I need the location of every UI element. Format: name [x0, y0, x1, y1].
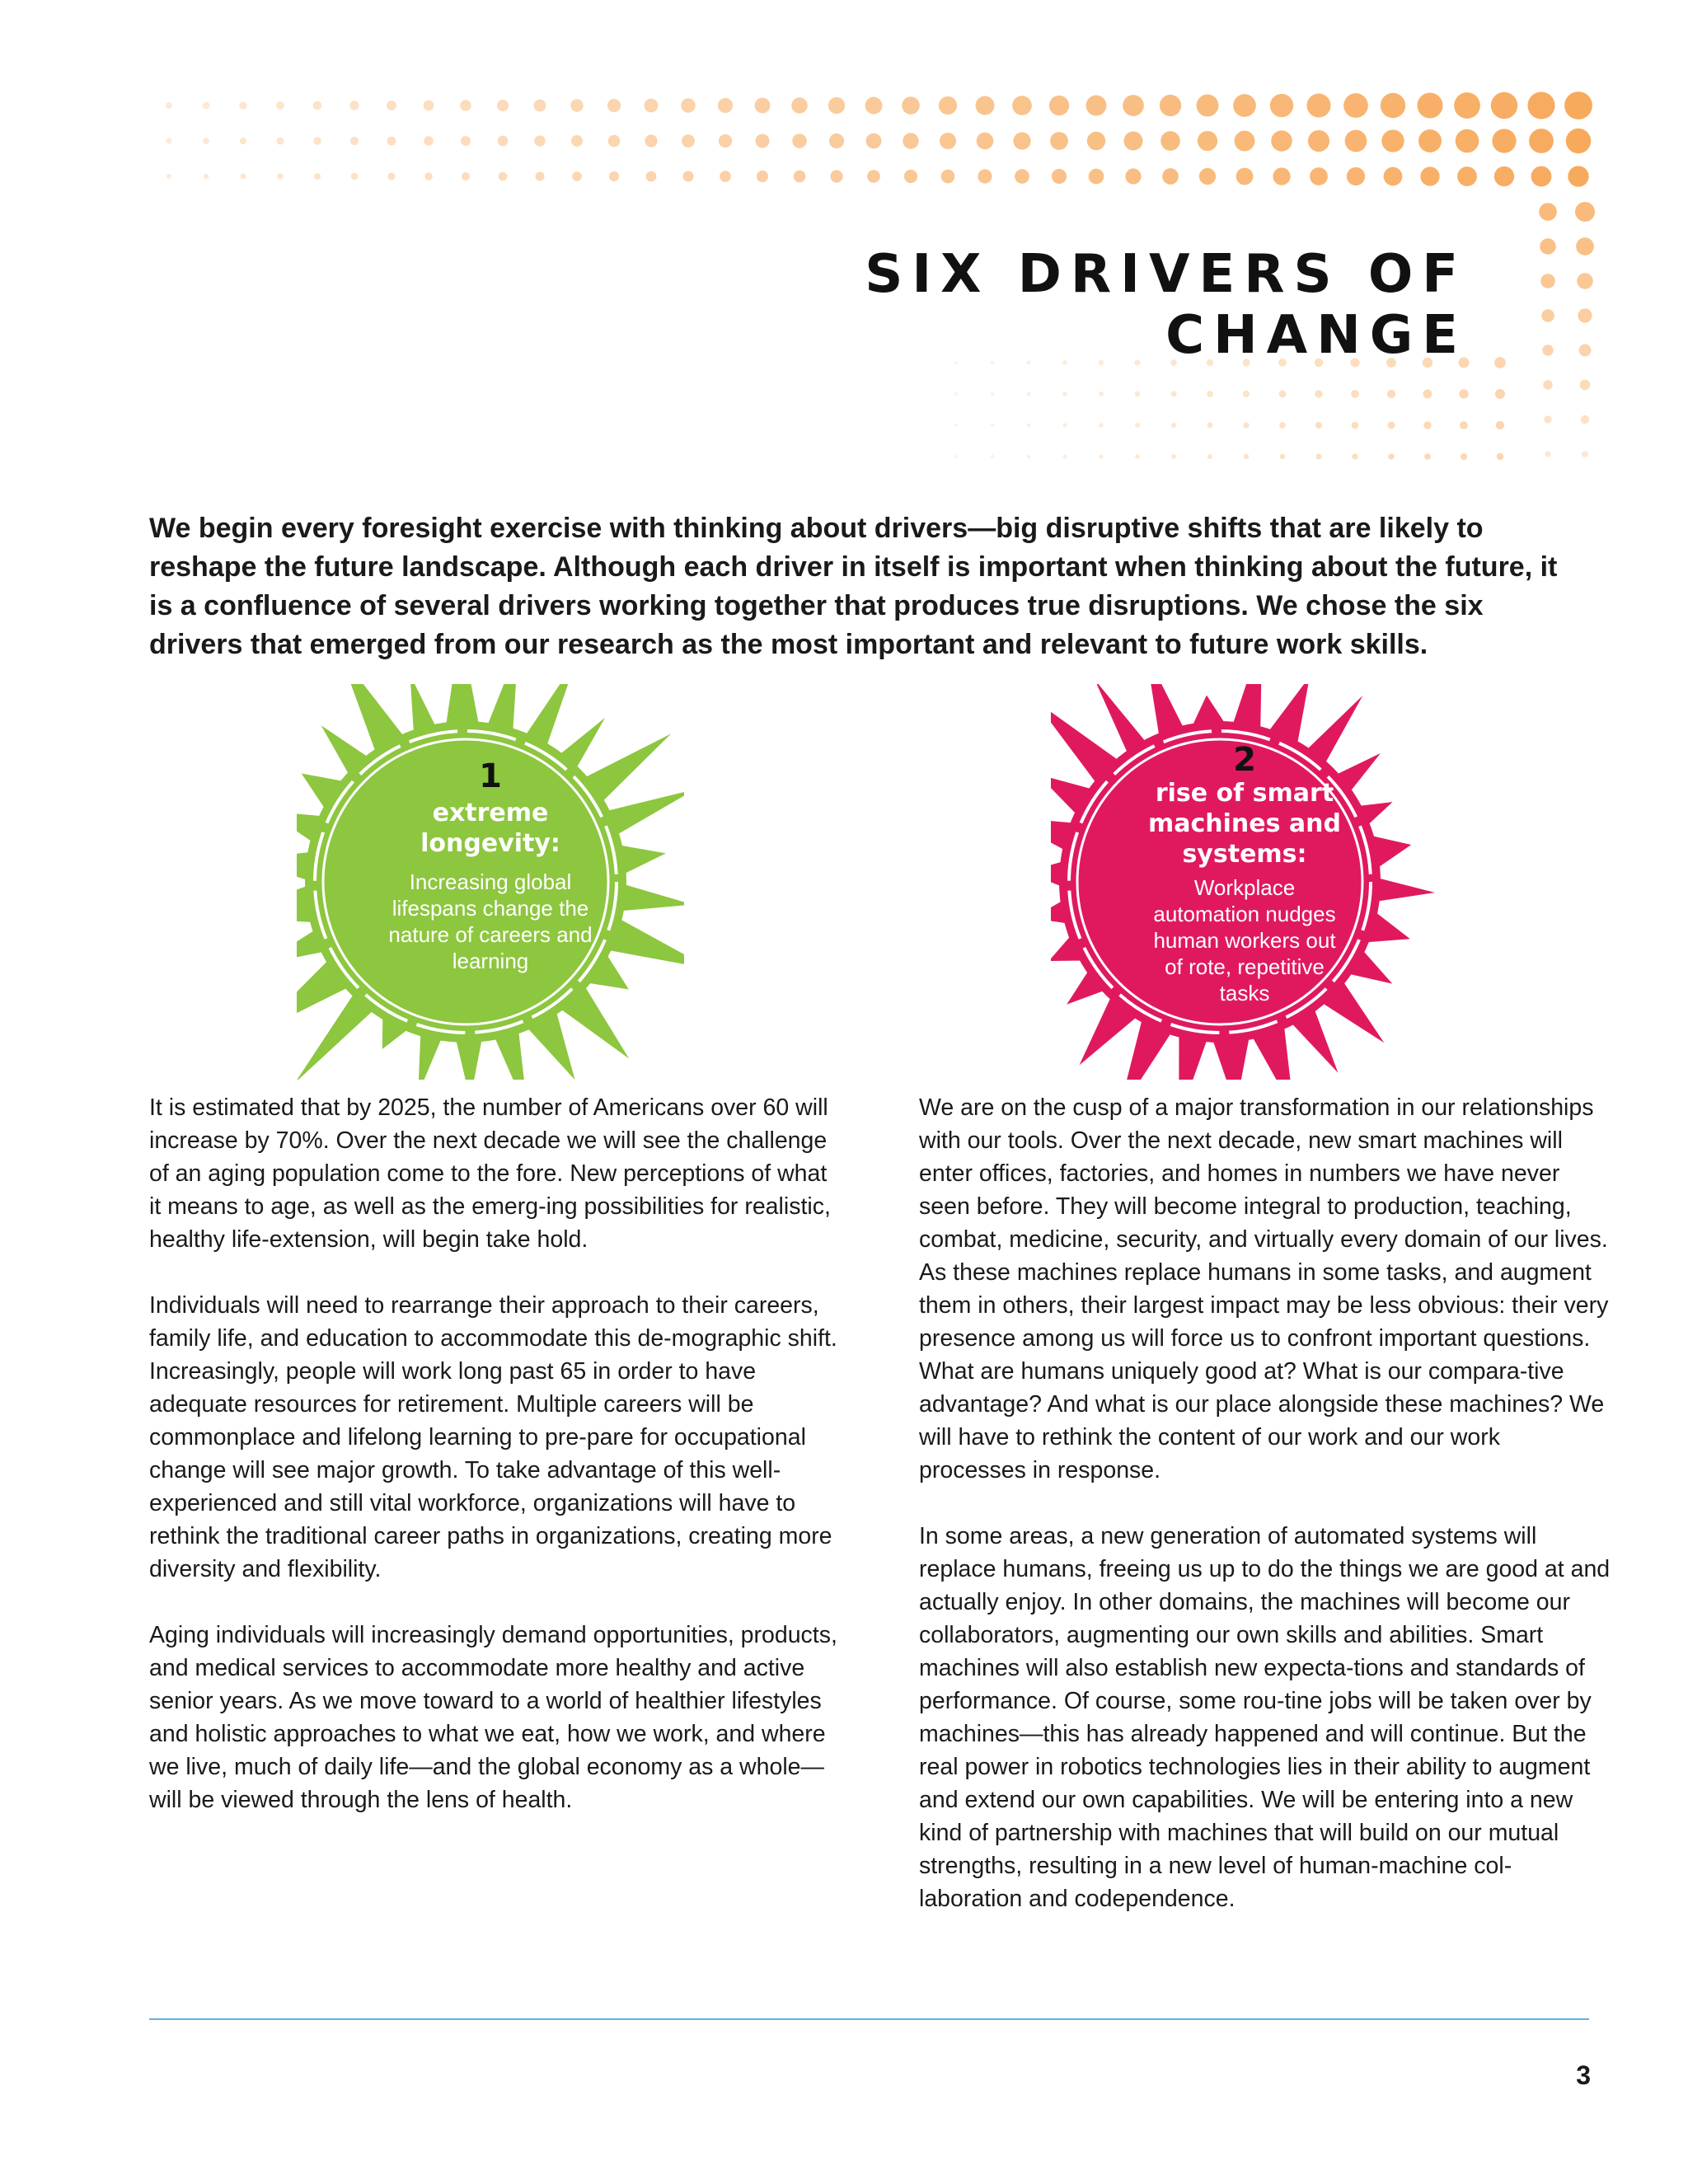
- halftone-dot: [1308, 130, 1329, 152]
- halftone-dot: [1310, 167, 1328, 185]
- halftone-dot: [1199, 168, 1216, 185]
- halftone-dot: [1418, 129, 1442, 152]
- halftone-dot: [203, 102, 210, 110]
- halftone-dot: [756, 134, 770, 148]
- halftone-dot: [1351, 390, 1359, 398]
- halftone-dot: [1541, 309, 1554, 321]
- halftone-dot: [976, 96, 995, 115]
- halftone-dot: [1049, 96, 1069, 115]
- halftone-dot: [276, 137, 284, 144]
- badge-spike: [1375, 878, 1434, 902]
- driver-1-description: Increasing global lifespans change the nature of careers and learning: [388, 869, 593, 973]
- halftone-dot: [1420, 166, 1439, 185]
- halftone-dot: [1171, 454, 1176, 459]
- halftone-dot: [1160, 131, 1180, 151]
- halftone-dot: [1198, 131, 1217, 151]
- halftone-dot: [1270, 94, 1293, 117]
- halftone-dot: [535, 171, 544, 180]
- halftone-dot: [865, 97, 883, 115]
- driver-2-badge: [1051, 684, 1438, 1080]
- halftone-dot: [1540, 274, 1555, 288]
- halftone-dot: [939, 96, 957, 115]
- badge-spike: [456, 1038, 482, 1080]
- halftone-dot: [571, 135, 583, 147]
- halftone-dot: [166, 138, 171, 143]
- halftone-dot: [1495, 389, 1505, 399]
- halftone-dot: [1345, 130, 1367, 152]
- halftone-dot: [350, 137, 359, 145]
- halftone-dot: [1575, 202, 1595, 222]
- halftone-dot: [1461, 453, 1467, 460]
- halftone-dot: [570, 99, 583, 111]
- footer-rule: [149, 2018, 1589, 2020]
- driver-2-body: [919, 1091, 1611, 1948]
- halftone-dot: [903, 133, 918, 148]
- halftone-dot: [1423, 421, 1431, 429]
- halftone-dot: [1531, 166, 1552, 187]
- halftone-dot: [1352, 453, 1357, 459]
- halftone-dot: [1577, 273, 1592, 288]
- halftone-dot: [1271, 130, 1292, 152]
- halftone-dot: [1086, 96, 1107, 116]
- halftone-dot: [1243, 422, 1249, 428]
- halftone-dot: [645, 134, 657, 147]
- halftone-dot: [609, 171, 619, 181]
- halftone-dot: [313, 137, 321, 145]
- halftone-dot: [497, 100, 509, 111]
- halftone-dot: [1564, 91, 1592, 120]
- driver-1-paragraph: Individuals will need to rearrange their approach to their careers, family life, and education to accommodate this de-mographic shift. Increasingly, people will work long past 65 in order to have adequate resources for retirement. Multiple careers will be commonplace and lifelong learning to pre-pare for occupational change will see major growth. To take advantage of this well-experienced and still vital workforce, organizations will have to rethink the traditional career paths in organizations, creating more diversity and flexibility.: [149, 1292, 837, 1582]
- halftone-dot: [1454, 92, 1480, 119]
- halftone-dot: [424, 101, 434, 111]
- halftone-dot: [1540, 238, 1556, 255]
- halftone-dot: [1197, 95, 1219, 117]
- halftone-dot: [1315, 390, 1322, 397]
- halftone-dot: [1170, 391, 1176, 396]
- halftone-dot: [1236, 168, 1254, 185]
- halftone-dot: [1123, 131, 1142, 150]
- halftone-dot: [1243, 391, 1250, 397]
- halftone-dot: [460, 100, 471, 110]
- halftone-dot: [1207, 391, 1213, 397]
- halftone-dot: [462, 172, 470, 180]
- halftone-dot: [1279, 391, 1287, 398]
- driver-1-paragraph: It is estimated that by 2025, the number of Americans over 60 will increase by 70%. Over the next decade we will see the challenge of an aging population come to the fore. New perceptions of what it means to age, as well as the emerg-ing possibilities for realistic, healthy life-extension, will begin take hold.: [149, 1094, 831, 1253]
- halftone-dot: [1496, 421, 1504, 429]
- halftone-dot: [1578, 308, 1592, 322]
- halftone-dot: [387, 172, 395, 180]
- halftone-dot: [1497, 453, 1503, 460]
- halftone-dot: [954, 392, 958, 396]
- halftone-dot: [1579, 344, 1592, 357]
- halftone-dot: [991, 455, 994, 458]
- driver-1-paragraph: Aging individuals will increasingly demand opportunities, products, and medical services to accommodate more healthy and active senior years. As we move toward to a world of healthier lifestyles and holistic approaches to what we eat, how we work, and where we live, much of daily life—and the global economy as a whole—will be viewed through the lens of health.: [149, 1622, 837, 1813]
- halftone-dot: [1576, 237, 1594, 255]
- halftone-dot: [902, 96, 920, 115]
- halftone-dot: [1387, 390, 1395, 398]
- halftone-dot: [1135, 423, 1140, 428]
- halftone-dot: [1050, 132, 1068, 150]
- halftone-dot: [757, 171, 768, 182]
- halftone-dot: [203, 138, 209, 144]
- halftone-dot: [1527, 91, 1554, 119]
- halftone-dot: [572, 171, 582, 181]
- halftone-dot: [1099, 391, 1104, 396]
- halftone-dot: [1062, 423, 1067, 427]
- halftone-dot: [1456, 129, 1479, 153]
- halftone-dot: [1388, 422, 1395, 429]
- halftone-dot: [829, 134, 844, 148]
- halftone-dot: [1494, 357, 1506, 368]
- halftone-dot: [240, 138, 246, 144]
- halftone-dot: [645, 99, 659, 113]
- halftone-dot: [792, 134, 807, 148]
- halftone-dot: [1235, 131, 1255, 152]
- halftone-dot: [794, 171, 806, 183]
- intro-paragraph: We begin every foresight exercise with thinking about drivers—big disruptive shifts that are likely to reshape the future landscape. Although each driver in itself is important when thinking about the future, it is a confluence of several drivers working together that produces true disruptions. We chose the six drivers that emerged from our research as the most important and relevant to future work skills.: [149, 513, 1558, 660]
- halftone-dot: [1388, 453, 1395, 460]
- halftone-dot: [1384, 167, 1403, 186]
- halftone-dot: [1027, 424, 1031, 428]
- halftone-dot: [608, 135, 621, 148]
- halftone-dot: [791, 97, 808, 114]
- halftone-dot: [1566, 129, 1591, 153]
- halftone-dot: [1581, 415, 1589, 424]
- halftone-dot: [239, 101, 246, 109]
- halftone-dot: [978, 169, 992, 183]
- halftone-dot: [534, 100, 546, 112]
- halftone-dot: [954, 455, 958, 458]
- halftone-dot: [1099, 423, 1104, 428]
- halftone-dot: [1162, 168, 1179, 185]
- halftone-dot: [991, 424, 994, 427]
- halftone-dot: [719, 134, 732, 148]
- badge-spike: [446, 684, 479, 727]
- halftone-dot: [461, 136, 471, 146]
- halftone-dot: [277, 173, 284, 180]
- halftone-dot: [424, 172, 433, 180]
- halftone-dot: [1062, 391, 1067, 396]
- halftone-dot: [828, 97, 845, 114]
- halftone-dot: [1207, 454, 1212, 459]
- driver-1-badge: [297, 684, 684, 1080]
- page-number: 3: [1576, 2060, 1591, 2090]
- halftone-dot: [1306, 93, 1330, 117]
- halftone-dot: [387, 101, 396, 110]
- halftone-dot: [1125, 168, 1141, 184]
- halftone-dot: [1171, 423, 1176, 428]
- halftone-dot: [1135, 391, 1141, 397]
- halftone-dot: [1580, 380, 1591, 391]
- halftone-dot: [1123, 95, 1144, 116]
- halftone-dot: [940, 133, 956, 149]
- halftone-dot: [1539, 203, 1557, 221]
- halftone-dot: [204, 174, 209, 180]
- halftone-dot: [1460, 421, 1468, 429]
- halftone-dot: [682, 134, 695, 148]
- halftone-dot: [1381, 129, 1404, 152]
- halftone-dot: [1012, 96, 1032, 115]
- halftone-dot: [866, 134, 882, 149]
- halftone-dot: [718, 98, 733, 113]
- halftone-dot: [1494, 166, 1514, 186]
- halftone-dot: [1529, 129, 1554, 153]
- halftone-dot: [646, 171, 657, 182]
- halftone-dot: [240, 173, 246, 179]
- halftone-dot: [1052, 169, 1067, 184]
- driver-2-paragraph: In some areas, a new generation of automated systems will replace humans, freeing us up to do the things we are good at and actually enjoy. In other domains, the machines will become our collaborators, augmenting our own skills and abilities. Smart machines will also establish new expecta-tions and standards of performance. Of course, some rou-tine jobs will be taken over by machines—this has already happened and will continue. But the real power in robotics technologies lies in their ability to augment and extend our own capabilities. We will be entering into a new kind of partnership with machines that will build on our mutual strengths, resulting in a new level of human-machine col-laboration and codependence.: [919, 1523, 1611, 1912]
- driver-2-heading: rise of smart machines and systems:: [1147, 779, 1341, 869]
- halftone-dot: [1315, 422, 1322, 429]
- halftone-dot: [1135, 454, 1139, 458]
- halftone-dot: [1280, 454, 1286, 460]
- halftone-dot: [1542, 344, 1553, 355]
- halftone-dot: [313, 101, 322, 110]
- halftone-dot: [1457, 166, 1477, 186]
- halftone-dot: [1013, 132, 1030, 149]
- halftone-dot: [1273, 167, 1290, 185]
- halftone-dot: [1026, 391, 1030, 396]
- halftone-dot: [1063, 455, 1067, 459]
- halftone-dot: [904, 170, 917, 183]
- halftone-dot: [681, 98, 695, 112]
- driver-1-heading: extreme longevity:: [420, 799, 560, 858]
- halftone-dot: [941, 170, 955, 184]
- halftone-dot: [720, 171, 731, 182]
- halftone-dot: [607, 99, 621, 112]
- halftone-dot: [867, 170, 880, 183]
- halftone-dot: [1491, 92, 1517, 119]
- halftone-dot: [1381, 93, 1405, 118]
- halftone-dot: [977, 133, 994, 150]
- halftone-dot: [1543, 380, 1552, 389]
- halftone-dot: [1316, 454, 1322, 460]
- halftone-dot: [1099, 454, 1103, 458]
- halftone-dot: [1244, 454, 1249, 459]
- halftone-dot: [276, 101, 284, 110]
- page-title: SIX DRIVERS OF CHANGE: [865, 244, 1467, 366]
- halftone-dot: [1160, 95, 1181, 116]
- halftone-dot: [498, 136, 509, 147]
- halftone-dot: [1568, 166, 1588, 186]
- driver-1-body: [149, 1091, 842, 1849]
- halftone-dot: [166, 174, 171, 179]
- halftone-dot: [424, 136, 433, 145]
- halftone-dot: [954, 424, 958, 427]
- halftone-dot: [499, 172, 508, 181]
- driver-2-number: 2: [1233, 741, 1256, 779]
- badge-spike: [620, 883, 684, 911]
- halftone-dot: [1582, 451, 1588, 457]
- halftone-dot: [1027, 455, 1031, 459]
- halftone-dot: [1279, 422, 1286, 429]
- halftone-dot: [351, 173, 359, 180]
- halftone-dot: [387, 137, 396, 146]
- halftone-dot: [755, 98, 771, 114]
- halftone-dot: [314, 173, 321, 180]
- halftone-dot: [1544, 415, 1551, 423]
- driver-1-number: 1: [479, 757, 502, 795]
- halftone-dot: [830, 170, 842, 182]
- halftone-dot: [1015, 169, 1029, 184]
- halftone-dot: [1087, 132, 1105, 150]
- halftone-dot: [349, 101, 359, 110]
- halftone-dot: [534, 135, 545, 146]
- halftone-dot: [1233, 94, 1256, 117]
- driver-2-description: Workplace automation nudges human workers out of rote, repetitive tasks: [1153, 875, 1336, 1005]
- halftone-dot: [1417, 92, 1442, 118]
- halftone-dot: [1459, 389, 1468, 398]
- halftone-dot: [1343, 93, 1368, 118]
- halftone-dot: [1423, 390, 1432, 399]
- halftone-dot: [1347, 167, 1365, 185]
- halftone-dot: [1207, 423, 1213, 429]
- halftone-dot: [991, 392, 995, 396]
- halftone-dot: [1492, 129, 1516, 152]
- halftone-dot: [166, 102, 172, 109]
- halftone-dot: [1352, 422, 1359, 429]
- halftone-dot: [682, 171, 693, 181]
- halftone-dot: [1089, 169, 1104, 185]
- halftone-dot: [1424, 453, 1431, 460]
- halftone-dot: [1545, 451, 1550, 457]
- driver-2-paragraph: We are on the cusp of a major transformation in our relationships with our tools. Over the next decade, new smart machines will enter offices, factories, and homes in numbers we have never seen before. They will become integral to production, teaching, combat, medicine, security, and virtually every domain of our lives. As these machines replace humans in some tasks, and augment them in others, their largest impact may be less obvious: their very presence among us will force us to confront important questions. What are humans uniquely good at? What is our compara-tive advantage? And what is our place alongside these machines? We will have to rethink the content of our work and our work processes in response.: [919, 1094, 1609, 1483]
